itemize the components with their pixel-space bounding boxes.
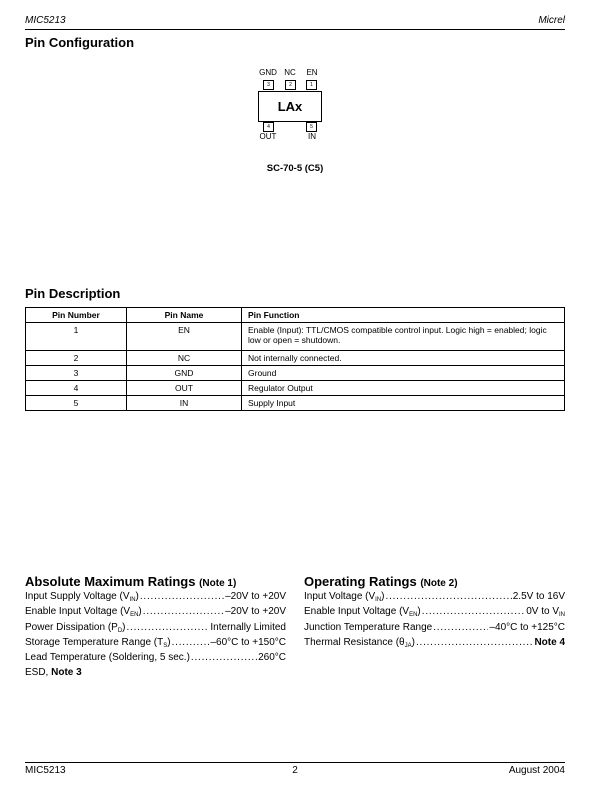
pin-number-cell: 2 xyxy=(26,351,127,366)
table-row xyxy=(26,396,565,411)
rating-row xyxy=(25,652,286,667)
pin-label-out: OUT xyxy=(259,132,277,141)
pin-number: 2 xyxy=(285,80,296,90)
abs-max-list xyxy=(25,591,286,683)
pin-function-cell: Regulator Output xyxy=(242,381,565,396)
rating-label-text: Power Dissipation (P xyxy=(25,621,118,633)
dot-leader xyxy=(433,622,488,633)
pin-label-in: IN xyxy=(308,132,316,141)
rating-label xyxy=(304,606,421,618)
rating-label-text: Enable Input Voltage (V xyxy=(304,606,410,618)
subscript: S xyxy=(163,642,168,649)
column-header: Pin Function xyxy=(242,308,565,323)
rating-row xyxy=(25,591,286,606)
dot-leader xyxy=(143,606,224,617)
footer-left: MIC5213 xyxy=(25,765,66,776)
footer-rule xyxy=(25,762,565,763)
rating-label xyxy=(25,622,126,634)
pin-number-cell: 5 xyxy=(26,396,127,411)
rating-label-suffix: ) xyxy=(135,591,139,602)
rating-row xyxy=(304,637,565,652)
pin-number-cell: 1 xyxy=(26,323,127,351)
rating-row xyxy=(25,606,286,621)
rating-value-text: Internally Limited xyxy=(210,621,286,633)
rating-value-text: –60°C to +150°C xyxy=(210,636,286,648)
rating-label-text: Thermal Resistance (θ xyxy=(304,636,405,648)
dot-leader xyxy=(386,591,512,602)
rating-value xyxy=(225,606,286,617)
rating-label-text: Enable Input Voltage (V xyxy=(25,606,131,618)
pin-number: 4 xyxy=(263,122,274,132)
abs-max-note: (Note 1) xyxy=(199,578,237,589)
rating-value-text: Note 4 xyxy=(534,636,565,648)
op-note: (Note 2) xyxy=(420,578,458,589)
column-header: Pin Name xyxy=(127,308,242,323)
header-right: Micrel xyxy=(538,15,565,26)
op-title xyxy=(304,574,458,589)
abs-max-title-text: Absolute Maximum Ratings xyxy=(25,574,196,589)
rating-value xyxy=(258,652,286,663)
rating-label-suffix: ) xyxy=(381,591,385,602)
pin-label-en: EN xyxy=(306,68,318,77)
rating-value-text: 2.5V to 16V xyxy=(512,591,565,602)
table-row xyxy=(26,351,565,366)
rating-label-text: Lead Temperature (Soldering, 5 sec.) xyxy=(25,652,190,664)
rating-label-suffix: ) xyxy=(122,621,126,633)
rating-value-text: –20V to +20V xyxy=(225,606,286,618)
rating-value-text: 260°C xyxy=(258,652,286,664)
dot-leader xyxy=(140,591,224,602)
pin-label-nc: NC xyxy=(284,68,296,77)
rating-value xyxy=(489,622,565,633)
rating-label xyxy=(25,606,142,618)
page-number: 2 xyxy=(292,765,298,776)
op-list xyxy=(304,591,565,652)
rating-label xyxy=(25,652,190,663)
dot-leader xyxy=(416,637,533,648)
rating-row xyxy=(304,606,565,621)
rating-row xyxy=(304,622,565,637)
subscript: IN xyxy=(129,597,136,603)
table-header-row xyxy=(26,308,565,323)
table-row xyxy=(26,381,565,396)
rating-row xyxy=(25,637,286,652)
chip-marking: LAx xyxy=(258,91,322,122)
subscript: D xyxy=(117,627,123,634)
rating-label-text: Input Voltage (V xyxy=(304,591,376,602)
subscript: EN xyxy=(130,612,139,619)
rating-label-suffix: ) xyxy=(411,636,415,648)
esd-label: ESD, xyxy=(25,667,49,679)
pin-number: 1 xyxy=(306,80,317,90)
subscript: IN xyxy=(559,612,565,619)
pin-name-cell: NC xyxy=(127,351,242,366)
pin-description-table xyxy=(25,307,565,411)
rating-value xyxy=(534,637,565,648)
rating-label xyxy=(304,591,385,603)
pin-desc-title: Pin Description xyxy=(25,286,121,301)
header-left: MIC5213 xyxy=(25,15,66,26)
pin-name-cell: OUT xyxy=(127,381,242,396)
rating-label xyxy=(304,637,415,649)
op-title-text: Operating Ratings xyxy=(304,574,417,589)
pin-name-cell: GND xyxy=(127,366,242,381)
pin-function-cell: Supply Input xyxy=(242,396,565,411)
rating-row xyxy=(304,591,565,606)
subscript: IN xyxy=(375,597,382,603)
rating-label xyxy=(25,591,139,603)
pin-function-cell: Ground xyxy=(242,366,565,381)
rating-label-text: Storage Temperature Range (T xyxy=(25,636,164,648)
rating-label-text: Input Supply Voltage (V xyxy=(25,591,130,602)
dot-leader xyxy=(422,606,525,617)
rating-value xyxy=(526,606,565,618)
dot-leader xyxy=(172,637,210,648)
pin-number: 5 xyxy=(306,122,317,132)
rating-label xyxy=(25,637,171,649)
esd-note: Note 3 xyxy=(51,667,82,679)
rating-value xyxy=(210,637,286,648)
rating-label xyxy=(304,622,432,633)
subscript: JA xyxy=(404,642,412,649)
rating-value-text: 0V to V xyxy=(526,606,559,618)
rating-label-suffix: ) xyxy=(417,606,421,618)
esd-row xyxy=(25,667,286,682)
pin-function-cell: Enable (Input): TTL/CMOS compatible control input. Logic high = enabled; logic low or open = shutdown. xyxy=(242,323,565,351)
rating-row xyxy=(25,622,286,637)
pin-number: 3 xyxy=(263,80,274,90)
subscript: EN xyxy=(409,612,418,619)
pin-number-cell: 4 xyxy=(26,381,127,396)
table-row xyxy=(26,323,565,351)
pin-number-cell: 3 xyxy=(26,366,127,381)
rating-label-suffix: ) xyxy=(167,636,171,648)
rating-value-text: –20V to +20V xyxy=(225,591,286,602)
table-row xyxy=(26,366,565,381)
header-rule xyxy=(25,29,565,30)
rating-value xyxy=(513,591,565,602)
package-name: SC-70-5 (C5) xyxy=(266,163,324,174)
rating-value xyxy=(225,591,286,602)
rating-label-text: Junction Temperature Range xyxy=(304,621,433,633)
column-header: Pin Number xyxy=(26,308,127,323)
pin-name-cell: EN xyxy=(127,323,242,351)
pin-name-cell: IN xyxy=(127,396,242,411)
footer-right: August 2004 xyxy=(508,765,565,776)
pin-config-title: Pin Configuration xyxy=(25,35,135,50)
rating-value-text: –40°C to +125°C xyxy=(489,621,565,633)
rating-label-suffix: ) xyxy=(138,606,142,618)
dot-leader xyxy=(127,622,210,633)
abs-max-title xyxy=(25,574,236,589)
rating-value xyxy=(210,622,286,633)
pin-function-cell: Not internally connected. xyxy=(242,351,565,366)
pin-label-gnd: GND xyxy=(259,68,277,77)
dot-leader xyxy=(191,652,257,663)
